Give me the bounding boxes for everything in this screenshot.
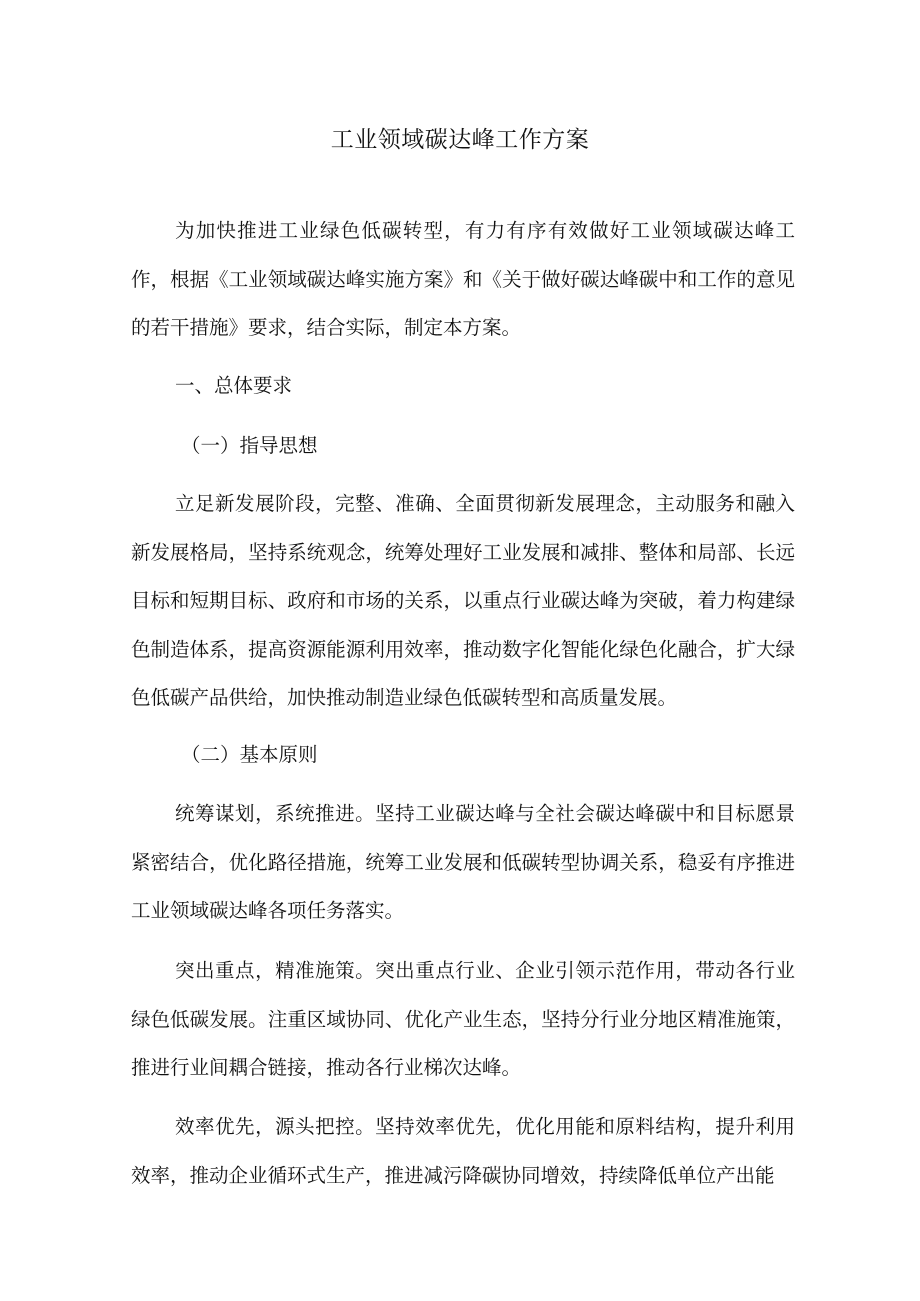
subsection-heading-basic-principles: （二）基本原则 [181,743,318,766]
intro-paragraph: 为加快推进工业绿色低碳转型，有力有序有效做好工业领域碳达峰工作，根据《工业领域碳达峰实施方案》和《关于做好碳达峰碳中和工作的意见的若干措施》要求，结合实际，制定本方案。 [131,219,795,339]
section-heading-general-requirements: 一、总体要求 [175,374,293,397]
subsection-heading-guiding-ideology: （一）指导思想 [181,434,318,457]
principle-paragraph: 统筹谋划，系统推进。坚持工业碳达峰与全社会碳达峰碳中和目标愿景紧密结合，优化路径措施，统筹工业发展和低碳转型协调关系，稳妥有序推进工业领域碳达峰各项任务落实。 [131,802,795,922]
principle-paragraph: 突出重点，精准施策。突出重点行业、企业引领示范作用，带动各行业绿色低碳发展。注重区域协同、优化产业生态，坚持分行业分地区精准施策，推进行业间耦合链接，推动各行业梯次达峰。 [131,959,795,1079]
document-title: 工业领域碳达峰工作方案 [330,127,590,153]
guiding-ideology-paragraph: 立足新发展阶段，完整、准确、全面贯彻新发展理念，主动服务和融入新发展格局，坚持系统观念，统筹处理好工业发展和减排、整体和局部、长远目标和短期目标、政府和市场的关系，以重点行业碳达峰为突破，着力构建绿色制造体系，提高资源能源利用效率，推动数字化智能化绿色化融合，扩大绿色低碳产品供给，加快推动制造业绿色低碳转型和高质量发展。 [131,492,795,709]
principle-paragraph: 效率优先，源头把控。坚持效率优先，优化用能和原料结构，提升利用效率，推动企业循环式生产，推进减污降碳协同增效，持续降低单位产出能 [131,1115,795,1187]
